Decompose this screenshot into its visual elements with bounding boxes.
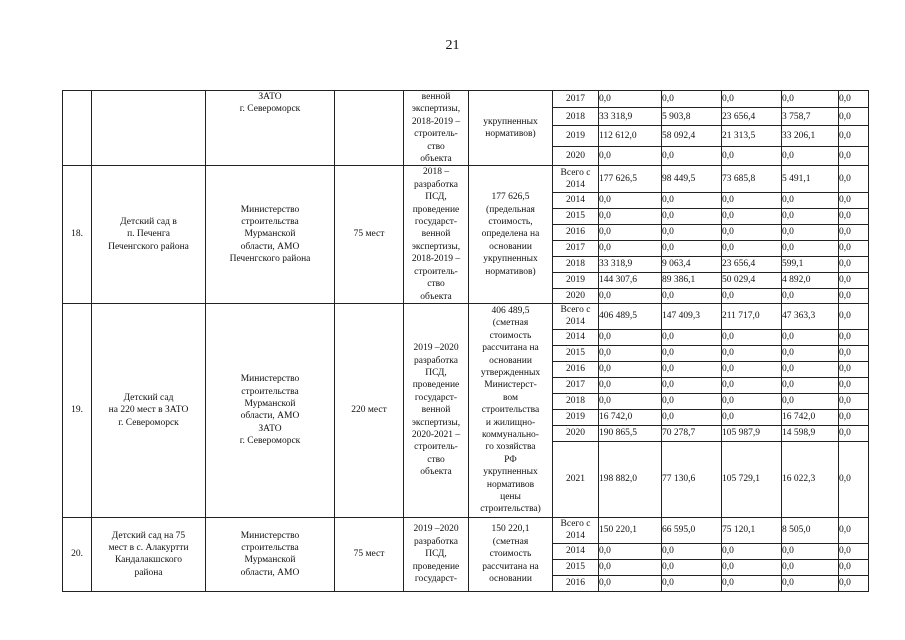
- value-cell: 77 130,6: [662, 441, 722, 517]
- value-cell: 0,0: [662, 91, 722, 108]
- year-cell: 2017: [553, 240, 599, 256]
- value-cell: 0,0: [839, 192, 869, 208]
- value-cell: 0,0: [599, 575, 662, 591]
- capacity: [335, 517, 404, 591]
- year-cell: 2014: [553, 329, 599, 345]
- value-cell: 0,0: [782, 288, 839, 303]
- value-cell: 0,0: [782, 224, 839, 240]
- value-cell: 0,0: [662, 240, 722, 256]
- item-number: [63, 166, 92, 303]
- table-body: [63, 91, 869, 592]
- value-cell: 5 491,1: [782, 166, 839, 192]
- value-cell: 14 598,9: [782, 425, 839, 441]
- item-number-text: 20.: [71, 549, 83, 560]
- value-cell: 150 220,1: [599, 517, 662, 543]
- value-cell: 70 278,7: [662, 425, 722, 441]
- value-cell: 112 612,0: [599, 126, 662, 147]
- value-cell: 0,0: [839, 361, 869, 377]
- value-cell: 0,0: [839, 303, 869, 329]
- customer-name-text: ЗАТО г. Североморск: [239, 92, 301, 115]
- value-cell: 0,0: [722, 393, 782, 409]
- object-name: [92, 91, 206, 166]
- value-cell: 105 729,1: [722, 441, 782, 517]
- cost-description-text: укрупненных нормативов): [483, 116, 538, 140]
- value-cell: 0,0: [839, 108, 869, 126]
- value-cell: 0,0: [839, 517, 869, 543]
- value-cell: 5 903,8: [662, 108, 722, 126]
- value-cell: 0,0: [839, 543, 869, 559]
- item-number: [63, 517, 92, 591]
- value-cell: 0,0: [722, 361, 782, 377]
- value-cell: 0,0: [599, 543, 662, 559]
- stage-description-text: 2018 – разработка ПСД, проведение государст- венной экспертизы, 2018-2019 – строитель- ство объекта: [411, 167, 461, 302]
- year-cell: 2015: [553, 559, 599, 575]
- capacity: [335, 91, 404, 166]
- value-cell: 21 313,5: [722, 126, 782, 147]
- value-cell: 0,0: [839, 256, 869, 272]
- value-cell: 0,0: [839, 126, 869, 147]
- value-cell: 0,0: [662, 345, 722, 361]
- value-cell: 73 685,8: [722, 166, 782, 192]
- value-cell: 33 318,9: [599, 108, 662, 126]
- value-cell: 177 626,5: [599, 166, 662, 192]
- table-row: [63, 166, 869, 192]
- object-name-text: Детский сад на 220 мест в ЗАТО г. Североморск: [108, 392, 189, 428]
- cost-description: [469, 91, 553, 166]
- value-cell: 0,0: [782, 393, 839, 409]
- year-cell: 2015: [553, 208, 599, 224]
- value-cell: 33 206,1: [782, 126, 839, 147]
- value-cell: 16 742,0: [782, 409, 839, 425]
- cost-description: [469, 517, 553, 591]
- year-cell: Всего с 2014: [553, 517, 599, 543]
- value-cell: 0,0: [599, 288, 662, 303]
- value-cell: 0,0: [599, 91, 662, 108]
- value-cell: 0,0: [782, 559, 839, 575]
- cost-description-text: 150 220,1 (сметная стоимость рассчитана на основании: [482, 524, 539, 584]
- value-cell: 0,0: [782, 345, 839, 361]
- value-cell: 0,0: [722, 329, 782, 345]
- item-number: [63, 91, 92, 166]
- stage-description: [404, 517, 469, 591]
- value-cell: 0,0: [839, 329, 869, 345]
- year-cell: 2017: [553, 377, 599, 393]
- value-cell: 0,0: [599, 345, 662, 361]
- value-cell: 0,0: [722, 575, 782, 591]
- value-cell: 0,0: [782, 208, 839, 224]
- item-number: [63, 303, 92, 517]
- year-cell: 2017: [553, 91, 599, 108]
- item-number-text: 18.: [71, 229, 83, 240]
- customer-name: [206, 166, 335, 303]
- value-cell: 0,0: [599, 393, 662, 409]
- table-row: [63, 91, 869, 108]
- customer-name-text: Министерство строительства Мурманской области, АМО ЗАТО г. Североморск: [239, 374, 301, 447]
- value-cell: 0,0: [782, 192, 839, 208]
- stage-description: [404, 166, 469, 303]
- value-cell: 50 029,4: [722, 272, 782, 288]
- stage-description-text: 2019 –2020 разработка ПСД, проведение государст-: [412, 524, 460, 584]
- value-cell: 0,0: [839, 441, 869, 517]
- object-name-text: Детский сад на 75 мест в с. Алакуртти Кандалакшского района: [108, 530, 189, 578]
- year-cell: 2016: [553, 575, 599, 591]
- value-cell: 0,0: [722, 208, 782, 224]
- value-cell: 0,0: [662, 208, 722, 224]
- value-cell: 0,0: [782, 91, 839, 108]
- value-cell: 0,0: [722, 240, 782, 256]
- value-cell: 0,0: [722, 345, 782, 361]
- year-cell: 2021: [553, 441, 599, 517]
- value-cell: 0,0: [782, 361, 839, 377]
- capacity: [335, 303, 404, 517]
- value-cell: 0,0: [599, 208, 662, 224]
- value-cell: 406 489,5: [599, 303, 662, 329]
- value-cell: 0,0: [839, 166, 869, 192]
- customer-name-text: Министерство строительства Мурманской области, АМО Печенгского района: [229, 204, 311, 265]
- year-cell: 2019: [553, 409, 599, 425]
- value-cell: 0,0: [839, 559, 869, 575]
- value-cell: 0,0: [722, 192, 782, 208]
- year-cell: 2019: [553, 272, 599, 288]
- value-cell: 9 063,4: [662, 256, 722, 272]
- value-cell: 0,0: [839, 393, 869, 409]
- value-cell: 0,0: [599, 240, 662, 256]
- value-cell: 0,0: [662, 377, 722, 393]
- value-cell: 0,0: [662, 224, 722, 240]
- year-cell: Всего с 2014: [553, 166, 599, 192]
- year-cell: Всего с 2014: [553, 303, 599, 329]
- value-cell: 0,0: [839, 91, 869, 108]
- cost-description: [469, 303, 553, 517]
- value-cell: 0,0: [839, 409, 869, 425]
- value-cell: 8 505,0: [782, 517, 839, 543]
- value-cell: 0,0: [599, 559, 662, 575]
- customer-name: [206, 91, 335, 166]
- customer-name: [206, 303, 335, 517]
- value-cell: 0,0: [662, 575, 722, 591]
- value-cell: 23 656,4: [722, 256, 782, 272]
- capacity-text: 75 мест: [353, 229, 385, 240]
- value-cell: 0,0: [722, 288, 782, 303]
- value-cell: 0,0: [839, 575, 869, 591]
- value-cell: 105 987,9: [722, 425, 782, 441]
- value-cell: 16 022,3: [782, 441, 839, 517]
- value-cell: 599,1: [782, 256, 839, 272]
- value-cell: 4 892,0: [782, 272, 839, 288]
- value-cell: 66 595,0: [662, 517, 722, 543]
- value-cell: 0,0: [839, 208, 869, 224]
- object-name-text: Детский сад в п. Печенга Печенгского района: [108, 217, 189, 252]
- page-number: 21: [445, 38, 460, 53]
- cost-description-text: 177 626,5 (предельная стоимость, определена на основании укрупненных нормативов): [481, 192, 540, 277]
- year-cell: 2014: [553, 192, 599, 208]
- value-cell: 0,0: [782, 377, 839, 393]
- value-cell: 0,0: [782, 240, 839, 256]
- value-cell: 0,0: [782, 329, 839, 345]
- value-cell: 0,0: [599, 377, 662, 393]
- object-name: [92, 517, 206, 591]
- value-cell: 0,0: [662, 393, 722, 409]
- value-cell: 23 656,4: [722, 108, 782, 126]
- value-cell: 0,0: [722, 146, 782, 165]
- value-cell: 33 318,9: [599, 256, 662, 272]
- year-cell: 2016: [553, 361, 599, 377]
- value-cell: 0,0: [782, 575, 839, 591]
- value-cell: 0,0: [722, 559, 782, 575]
- stage-description: [404, 303, 469, 517]
- year-cell: 2015: [553, 345, 599, 361]
- stage-description: [404, 91, 469, 166]
- value-cell: 0,0: [722, 224, 782, 240]
- value-cell: 0,0: [839, 377, 869, 393]
- value-cell: 0,0: [662, 361, 722, 377]
- value-cell: 58 092,4: [662, 126, 722, 147]
- value-cell: 0,0: [839, 146, 869, 165]
- year-cell: 2014: [553, 543, 599, 559]
- value-cell: 47 363,3: [782, 303, 839, 329]
- year-cell: 2016: [553, 224, 599, 240]
- stage-description-text: венной экспертизы, 2018-2019 – строитель- ство объекта: [411, 92, 461, 165]
- value-cell: 0,0: [782, 146, 839, 165]
- value-cell: 0,0: [722, 409, 782, 425]
- value-cell: 190 865,5: [599, 425, 662, 441]
- value-cell: 0,0: [599, 224, 662, 240]
- item-number-text: 19.: [71, 405, 83, 416]
- year-cell: 2020: [553, 146, 599, 165]
- value-cell: 0,0: [599, 146, 662, 165]
- cost-description: [469, 166, 553, 303]
- value-cell: 211 717,0: [722, 303, 782, 329]
- value-cell: 0,0: [839, 272, 869, 288]
- customer-name-text: Министерство строительства Мурманской области, АМО: [240, 530, 300, 578]
- value-cell: 0,0: [839, 224, 869, 240]
- value-cell: 0,0: [599, 329, 662, 345]
- value-cell: 0,0: [839, 345, 869, 361]
- year-cell: 2020: [553, 288, 599, 303]
- value-cell: 16 742,0: [599, 409, 662, 425]
- value-cell: 0,0: [662, 288, 722, 303]
- value-cell: 0,0: [662, 543, 722, 559]
- customer-name: [206, 517, 335, 591]
- value-cell: 98 449,5: [662, 166, 722, 192]
- value-cell: 75 120,1: [722, 517, 782, 543]
- value-cell: 0,0: [722, 377, 782, 393]
- program-table: [62, 90, 869, 592]
- capacity: [335, 166, 404, 303]
- value-cell: 3 758,7: [782, 108, 839, 126]
- value-cell: 0,0: [839, 425, 869, 441]
- stage-description-text: 2019 –2020 разработка ПСД, проведение государст- венной экспертизы, 2020-2021 – строитель- ство объекта: [411, 343, 461, 478]
- value-cell: 198 882,0: [599, 441, 662, 517]
- value-cell: 0,0: [662, 559, 722, 575]
- object-name: [92, 303, 206, 517]
- value-cell: 0,0: [599, 192, 662, 208]
- capacity-text: 220 мест: [351, 405, 387, 416]
- value-cell: 0,0: [782, 543, 839, 559]
- value-cell: 0,0: [722, 543, 782, 559]
- table-row: [63, 303, 869, 329]
- value-cell: 0,0: [662, 329, 722, 345]
- object-name: [92, 166, 206, 303]
- value-cell: 0,0: [662, 192, 722, 208]
- value-cell: 0,0: [662, 409, 722, 425]
- table-row: [63, 517, 869, 543]
- value-cell: 0,0: [599, 361, 662, 377]
- value-cell: 0,0: [722, 91, 782, 108]
- year-cell: 2019: [553, 126, 599, 147]
- value-cell: 0,0: [662, 146, 722, 165]
- year-cell: 2018: [553, 393, 599, 409]
- year-cell: 2018: [553, 256, 599, 272]
- cost-description-text: 406 489,5 (сметная стоимость рассчитана на основании утвержденных Министерст- вом строительства и жилищно- коммунально- го хозяйства РФ укрупненных нормативов цены строительства): [480, 305, 541, 515]
- value-cell: 144 307,6: [599, 272, 662, 288]
- value-cell: 0,0: [839, 288, 869, 303]
- value-cell: 0,0: [839, 240, 869, 256]
- year-cell: 2020: [553, 425, 599, 441]
- value-cell: 89 386,1: [662, 272, 722, 288]
- capacity-text: 75 мест: [353, 549, 385, 560]
- year-cell: 2018: [553, 108, 599, 126]
- value-cell: 147 409,3: [662, 303, 722, 329]
